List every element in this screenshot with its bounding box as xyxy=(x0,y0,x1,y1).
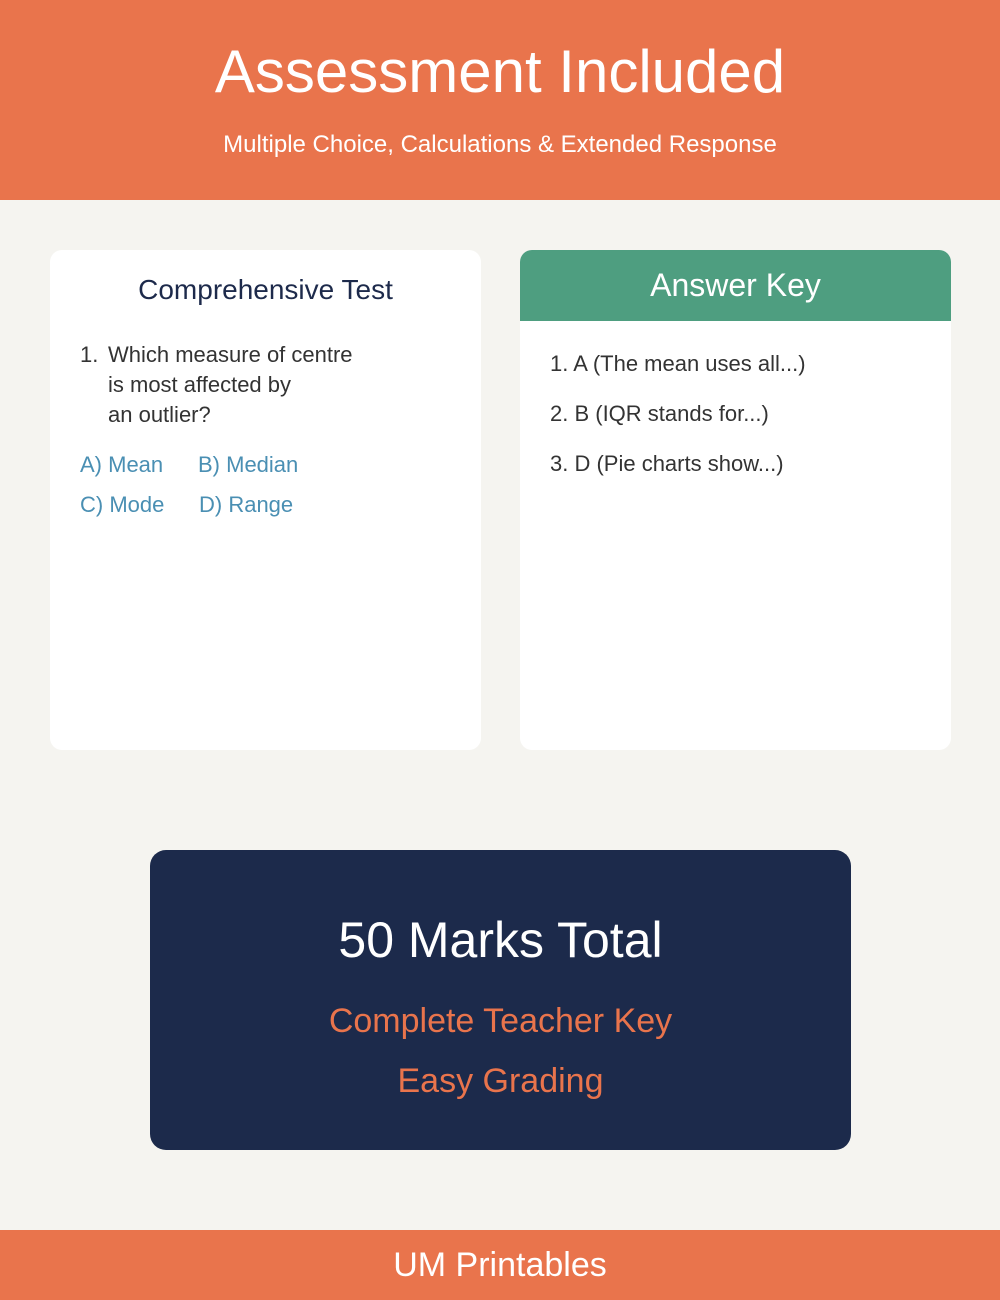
answer-item: 2. B (IQR stands for...) xyxy=(550,401,769,426)
answer-key-title: Answer Key xyxy=(520,250,951,321)
question-line: an outlier? xyxy=(108,402,211,427)
footer-brand: UM Printables xyxy=(0,1230,1000,1300)
page-title: Assessment Included xyxy=(214,38,786,105)
test-card-title: Comprehensive Test xyxy=(138,274,393,305)
page-subtitle: Multiple Choice, Calculations & Extended Response xyxy=(223,131,777,158)
question-line: Which measure of centre xyxy=(108,342,353,367)
answer-item: 1. A (The mean uses all...) xyxy=(550,351,806,376)
header-banner xyxy=(0,0,1000,200)
option-b: B) Median xyxy=(198,452,299,477)
question-number: 1. xyxy=(80,342,99,367)
answer-key-card xyxy=(520,250,951,750)
marks-panel xyxy=(150,850,851,1150)
marks-feature: Easy Grading xyxy=(397,1062,604,1100)
question-line: is most affected by xyxy=(108,372,292,397)
option-c: C) Mode xyxy=(80,492,165,517)
test-card xyxy=(50,250,481,750)
option-d: D) Range xyxy=(199,492,294,517)
marks-feature: Complete Teacher Key xyxy=(328,1002,673,1040)
option-a: A) Mean xyxy=(80,452,164,477)
answer-item: 3. D (Pie charts show...) xyxy=(550,451,784,476)
marks-total: 50 Marks Total xyxy=(338,912,663,968)
